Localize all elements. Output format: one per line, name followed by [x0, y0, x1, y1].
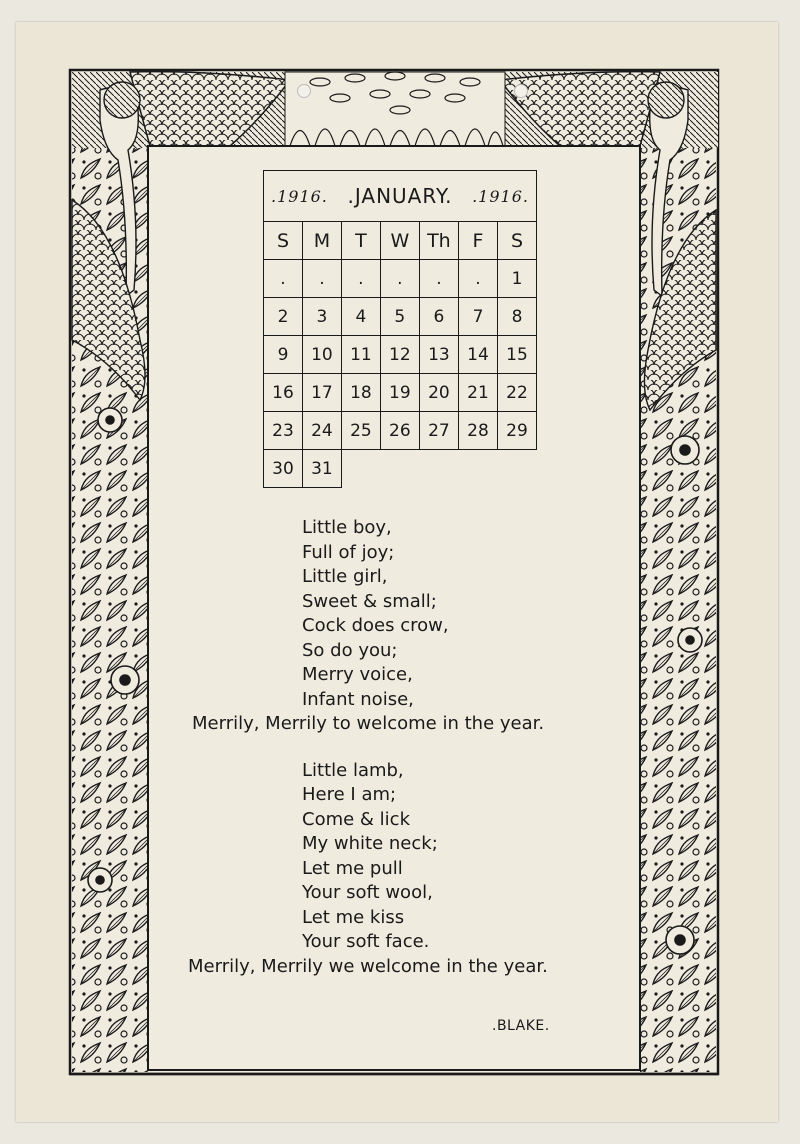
day-cell: 1 [497, 260, 536, 298]
day-cell: 18 [341, 374, 380, 412]
week-row [264, 336, 537, 374]
week-row [264, 298, 537, 336]
year-left: .1916. [271, 186, 328, 206]
day-cell: 25 [341, 412, 380, 450]
weekday-label: F [459, 222, 498, 260]
week-row [264, 412, 537, 450]
day-cell: 20 [419, 374, 458, 412]
day-cell: 2 [264, 298, 303, 336]
day-cell: 9 [264, 336, 303, 374]
week-row [264, 450, 537, 488]
day-cell: 4 [341, 298, 380, 336]
day-cell: 31 [302, 450, 341, 488]
day-cell: 10 [302, 336, 341, 374]
poem-line: Let me kiss [302, 906, 405, 928]
pin-hole-right [514, 84, 528, 98]
day-cell: 26 [380, 412, 419, 450]
day-cell: 5 [380, 298, 419, 336]
poem-line: So do you; [302, 639, 398, 661]
day-cell: 7 [459, 298, 498, 336]
author-signature: .BLAKE. [492, 1018, 550, 1034]
empty-cells [341, 450, 536, 488]
poem-line: Little lamb, [302, 759, 404, 781]
poem [150, 516, 640, 979]
poem-line: Your soft face. [302, 931, 430, 952]
year-right: .1916. [472, 186, 529, 206]
day-cell: 28 [459, 412, 498, 450]
day-cell: 17 [302, 374, 341, 412]
day-cell: 24 [302, 412, 341, 450]
month-name: .JANUARY. [347, 184, 453, 208]
day-cell: 30 [264, 450, 303, 488]
poem-refrain: Merrily, Merrily we welcome in the year. [188, 955, 548, 977]
day-cell: 6 [419, 298, 458, 336]
poem-line: My white neck; [302, 833, 438, 854]
weekday-label: W [380, 222, 419, 260]
day-cell: 8 [497, 298, 536, 336]
day-cell: 15 [497, 336, 536, 374]
poem-line: Merry voice, [302, 664, 413, 685]
poem-line: Infant noise, [302, 688, 414, 710]
day-cell: 13 [419, 336, 458, 374]
pin-hole-left [297, 84, 311, 98]
poem-line: Let me pull [302, 857, 403, 879]
day-cell: 14 [459, 336, 498, 374]
calendar-title [264, 171, 537, 222]
day-cell: . [341, 260, 380, 298]
poem-line: Cock does crow, [302, 615, 449, 636]
weekday-label: S [497, 222, 536, 260]
day-cell: 21 [459, 374, 498, 412]
poem-line: Full of joy; [302, 541, 395, 563]
poem-line: Come & lick [302, 808, 410, 830]
poem-line: Little boy, [302, 517, 392, 538]
day-cell: . [302, 260, 341, 298]
poem-line: Sweet & small; [302, 590, 437, 612]
poem-line: Little girl, [302, 566, 388, 587]
day-cell: 22 [497, 374, 536, 412]
day-cell: 27 [419, 412, 458, 450]
poem-refrain: Merrily, Merrily to welcome in the year. [192, 713, 545, 734]
day-cell: 19 [380, 374, 419, 412]
weekday-label: M [302, 222, 341, 260]
day-cell: 29 [497, 412, 536, 450]
stanza-gap [150, 737, 640, 759]
day-cell: 3 [302, 298, 341, 336]
week-row [264, 260, 537, 298]
day-cell: . [459, 260, 498, 298]
january-calendar [263, 170, 537, 488]
day-cell: 12 [380, 336, 419, 374]
poem-line: Here I am; [302, 784, 397, 805]
day-cell: 11 [341, 336, 380, 374]
weekday-header-row [264, 222, 537, 260]
weekday-label: T [341, 222, 380, 260]
week-row [264, 374, 537, 412]
day-cell: . [380, 260, 419, 298]
poem-line: Your soft wool, [302, 882, 433, 903]
day-cell: 23 [264, 412, 303, 450]
calendar-title-row [264, 171, 537, 222]
day-cell: . [419, 260, 458, 298]
weekday-label: Th [419, 222, 458, 260]
weekday-label: S [264, 222, 303, 260]
day-cell: 16 [264, 374, 303, 412]
day-cell: . [264, 260, 303, 298]
